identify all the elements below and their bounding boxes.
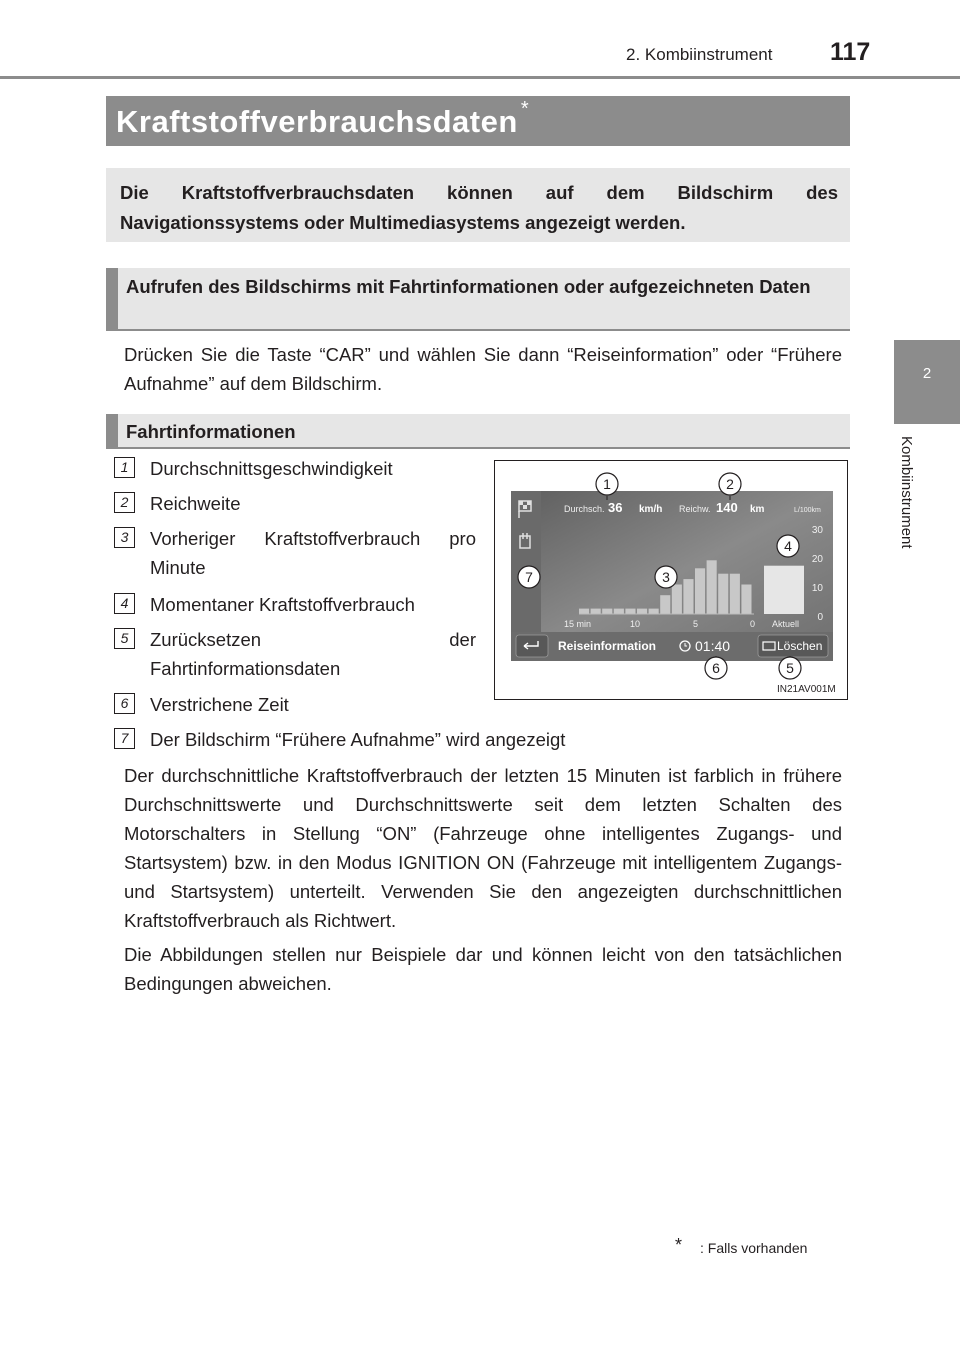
consumption-unit: L/100km [794,507,821,514]
subheading-1: Aufrufen des Bildschirms mit Fahrtinformationen oder aufgezeichneten Daten [126,276,811,297]
x-tick-current: Aktuell [772,619,800,629]
header-rule [0,76,960,79]
callout-1-label: 1 [603,476,611,492]
subheading-2-rule [106,447,850,449]
x-tick-5: 5 [693,619,699,629]
y-tick-10: 10 [811,583,823,594]
bar-3 [602,609,612,614]
bar-11 [695,568,705,614]
screen-title: Reiseinformation [558,639,657,653]
bar-current [764,566,804,614]
item-number-2: 2 [114,492,135,513]
avg-speed-label: Durchsch. [564,504,605,514]
y-tick-30: 30 [811,525,823,536]
item-text-4: Momentaner Kraftstoffverbrauch [150,594,415,615]
bar-15 [741,585,751,615]
item-number-5: 5 [114,628,135,649]
callout-6-label: 6 [712,660,720,676]
bar-1 [579,609,589,614]
item-text-6: Verstrichene Zeit [150,694,289,715]
chapter-tab [894,340,960,424]
range-value: 140 [716,500,738,515]
footnote-asterisk: * [675,1235,683,1255]
bar-6 [637,609,647,614]
trip-info-screen [494,460,848,700]
bar-10 [683,579,693,614]
x-tick-15min: 15 min [564,619,592,629]
callout-2-label: 2 [726,476,734,492]
bar-9 [672,585,682,615]
bar-14 [730,574,740,614]
item-text-5: Zurücksetzen der Fahrtinformationsdaten [150,629,476,679]
subheading-1-marker [106,268,118,330]
callout-5-label: 5 [786,660,794,676]
callout-4-label: 4 [784,538,792,554]
title-asterisk: * [520,98,530,120]
bar-4 [614,609,624,614]
callout-5 [779,656,801,679]
clear-label: Löschen [777,639,823,653]
item-text-3: Vorheriger Kraftstoffverbrauch pro Minute [150,528,476,578]
page-number: 117 [830,38,871,66]
chapter-tab-number: 2 [922,365,932,382]
subheading-1-rule [106,329,850,331]
item-text-1: Durchschnittsgeschwindigkeit [150,458,393,479]
range-unit: km [750,504,765,515]
avg-speed-value: 36 [608,500,623,515]
elapsed-time: 01:40 [695,638,731,654]
x-tick-0: 0 [750,619,756,629]
chapter-tab-label [898,436,922,586]
bar-8 [660,595,670,614]
running-header: 2. Kombiinstrument [626,45,773,64]
callout-6 [705,656,727,679]
item-number-1: 1 [114,457,135,478]
callout-7 [518,566,540,588]
subheading-2-marker [106,414,118,448]
callout-4 [777,535,799,557]
bar-7 [649,609,659,614]
chapter-tab-label-text: Kombiinstrument [898,436,915,549]
callout-3-label: 3 [662,569,670,585]
figure-code: IN21AV001M [777,684,836,695]
bar-5 [625,609,635,614]
range-label: Reichw. [679,504,711,514]
item-number-3: 3 [114,527,135,548]
callout-3 [655,566,677,588]
page-title [116,98,530,140]
y-tick-20: 20 [811,554,823,565]
bar-2 [591,609,601,614]
y-tick-0: 0 [817,612,823,623]
page-title-text: Kraftstoffverbrauchsdaten [116,104,518,139]
item-text-2: Reichweite [150,493,241,514]
callout-7-label: 7 [525,569,533,585]
avg-speed-unit: km/h [639,504,663,515]
section-2-paragraph-1: Der durchschnittliche Kraftstoffverbrauch der letzten 15 Minuten ist farblich in frühere Durchschnittswerte und Durchschnittswerte seit dem letzten Schalten des Motorschalters in Stellung “ON” (Fahrzeuge ohne intelligentes Zugangs- und Startsystem) bzw. in den Modus IGNITION ON (Fahrzeuge mit intelligentem Zugangs- und Startsystem) unterteilt. Verwenden Sie den angezeigten durchschnittlichen Kraftstoffverbrauch als Richtwert. [124,765,842,931]
item-number-6: 6 [114,693,135,714]
section-1-body: Drücken Sie die Taste “CAR” und wählen Sie dann “Reiseinformation” oder “Frühere Aufnahme” auf dem Bildschirm. [124,344,842,394]
item-text-7: Der Bildschirm “Frühere Aufnahme” wird angezeigt [150,729,566,750]
section-2-paragraph-2: Die Abbildungen stellen nur Beispiele dar und können leicht von den tatsächlichen Bedingungen abweichen. [124,944,842,994]
intro-text: Die Kraftstoffverbrauchsdaten können auf dem Bildschirm des Navigationssystems oder Multimediasystems angezeigt werden. [120,182,838,233]
bar-12 [707,560,717,614]
screen-left-rail [511,491,541,634]
x-tick-10: 10 [630,619,641,629]
item-number-4: 4 [114,593,135,614]
subheading-2: Fahrtinformationen [126,421,296,442]
footnote: : Falls vorhanden [700,1240,808,1256]
bar-13 [718,574,728,614]
item-number-7: 7 [114,728,135,749]
